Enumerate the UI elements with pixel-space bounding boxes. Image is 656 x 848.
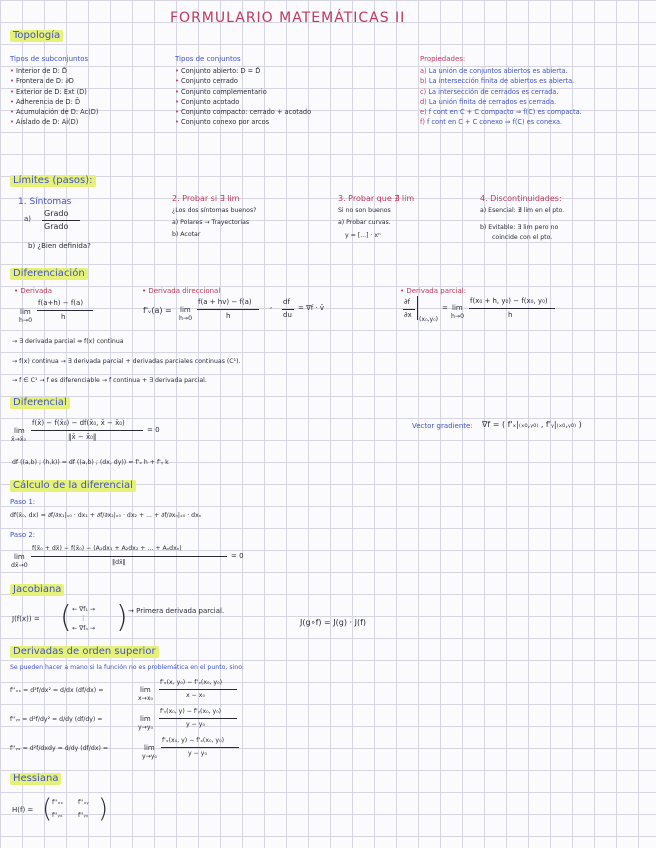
orden-row-2-lhs: f''ᵧᵧ = d²f/dy² = d/dy (df/dy) = xyxy=(10,716,103,723)
hessiana-m22: f''ᵧᵧ xyxy=(78,812,89,819)
list-item: • Aislado de D: Ai(D) xyxy=(10,118,79,127)
jacobiana-lhs: J(f(x)) = xyxy=(12,615,40,623)
limites-paso1-a: a) xyxy=(24,215,32,223)
diferenciacion-heading: Diferenciación xyxy=(10,268,88,280)
calculo-paso2: Paso 2: xyxy=(10,531,36,539)
orden-row-2-sub: y→y₀ xyxy=(138,724,153,731)
jacobiana-bracket-left: ( xyxy=(60,600,72,635)
limites-paso4-b1: b) Evitable: ∃ lim pero no xyxy=(480,224,559,231)
limites-paso2-a: a) Polares → Trayectorias xyxy=(172,219,250,226)
parcial-den: h xyxy=(508,311,513,319)
diferencial-num: f(x̄) − f(x̄₀) − df(x̄₀, x̄ − x̄₀) xyxy=(32,419,125,427)
diferencial-lim: lim xyxy=(14,427,25,435)
limites-paso2-sub: ¿Los dos síntomas buenos? xyxy=(172,207,257,214)
list-item: c) La intersección de cerrados es cerrada. xyxy=(420,87,559,96)
limites-paso3-sub: Si no son buenos xyxy=(338,207,391,214)
topologia-heading: Topología xyxy=(10,30,63,42)
parcial-eval: (x₀,y₀) xyxy=(419,316,439,323)
limites-paso4-b2: coincide con el pto. xyxy=(492,234,553,241)
diferenciacion-note-1: → ∃ derivada parcial ⇸ f(x) continua xyxy=(12,338,124,345)
parcial-eq: = xyxy=(442,304,448,312)
limites-paso3-a: a) Probar curvas. xyxy=(338,219,391,226)
hessiana-heading: Hessiana xyxy=(10,773,61,785)
parcial-lim-sub: h→0 xyxy=(451,313,465,320)
direccional-extra-num: df xyxy=(283,298,290,306)
diferencial-heading: Diferencial xyxy=(10,397,70,409)
limites-paso2-b: b) Acotar xyxy=(172,231,201,238)
jacobiana-dots: ⋮ xyxy=(80,615,87,622)
list-item: • Interior de D: D̊ xyxy=(10,67,67,75)
jacobiana-bracket-right: ) xyxy=(116,600,128,635)
diferenciacion-note-3: → f ∈ C¹ → f es diferenciable → f continua + ∃ derivada parcial. xyxy=(12,377,207,384)
list-item: a) La unión de conjuntos abiertos es abierta. xyxy=(420,67,568,75)
propiedades-list xyxy=(420,66,582,128)
list-item: f) f cont en C + C conexo ⇒ f(C) es conexa. xyxy=(420,118,563,127)
list-item: • Conjunto cerrado xyxy=(175,77,238,86)
list-item: d) La unión finita de cerrados es cerrada. xyxy=(420,97,557,106)
orden-row-3-sub: y→y₀ xyxy=(142,753,157,760)
limites-paso1-title: 1. Síntomas xyxy=(18,197,72,207)
derivada-lim-sub: h→0 xyxy=(19,317,33,324)
orden-row-1-sub: x→x₀ xyxy=(138,695,153,702)
hessiana-m12: f''ₓᵧ xyxy=(78,799,89,806)
derivada-label: • Derivada xyxy=(14,287,53,295)
diferencial-lim-sub: x̄→x̄₀ xyxy=(11,436,26,443)
jacobiana-note: → Primera derivada parcial. xyxy=(128,607,225,615)
direccional-lhs: f'ᵥ(a) = xyxy=(143,306,172,315)
orden-superior-intro: Se pueden hacer a mano si la función no es problemática en el punto, sino: xyxy=(10,664,245,671)
list-item: b) La intersección finita de abiertos es abierta. xyxy=(420,77,575,86)
list-item: • Conjunto compacto: cerrado + acotado xyxy=(175,108,312,117)
list-item: • Conjunto complementario xyxy=(175,87,267,96)
diferencial-line2: df ((a,b) ; (h,k)) = df ((a,b) ; (dx, dy)) = f'ₓ h + f'ᵧ k xyxy=(12,459,169,466)
orden-row-1-num: f'ₓ(x, y₀) − f'ₓ(x₀, y₀) xyxy=(160,679,222,686)
gradiente-formula: ∇f = ( f'ₓ|₍ₓ₀,ᵧ₀₎ , f'ᵧ|₍ₓ₀,ᵧ₀₎ ) xyxy=(482,420,582,429)
diferenciacion-note-2: → f(x) continua → ∃ derivada parcial + derivadas parciales continuas (C¹). xyxy=(12,358,241,365)
calculo-paso1: Paso 1: xyxy=(10,498,36,506)
calculo-lim: lim xyxy=(14,553,25,561)
calculo-den: ‖dx̄‖ xyxy=(112,559,126,566)
subconjuntos-list xyxy=(10,66,98,128)
list-item: • Exterior de D: Ext (D) xyxy=(10,87,87,96)
orden-row-2-lim: lim xyxy=(140,715,151,723)
direccional-comma: , xyxy=(270,302,273,310)
page-title: FORMULARIO MATEMÁTICAS II xyxy=(170,10,406,26)
derivada-num: f(a+h) − f(a) xyxy=(38,299,84,307)
list-item: • Acumulación de D: Ac(D) xyxy=(10,108,99,117)
limites-paso3-title: 3. Probar que ∄ lim xyxy=(338,194,415,203)
calculo-paso1-formula: df(x̄₀, dx) = ∂f/∂x₁|ₓ₀ · dx₁ + ∂f/∂x₂|ₓ₀ · dx₂ + ... + ∂f/∂xₙ|ₓ₀ · dxₙ xyxy=(10,512,202,519)
limites-paso4-title: 4. Discontinuidades: xyxy=(480,194,562,203)
limites-paso2-title: 2. Probar si ∃ lim xyxy=(172,194,240,203)
jacobiana-rule: J(g∘f) = J(g) · J(f) xyxy=(300,618,367,627)
list-item: e) f cont en C + C compacto ⇒ f(C) es compacta. xyxy=(420,108,582,117)
direccional-lim-sub: h→0 xyxy=(179,315,193,322)
parcial-label: • Derivada parcial: xyxy=(400,287,467,295)
derivada-lim: lim xyxy=(20,308,31,316)
hessiana-bracket-left: ( xyxy=(42,794,53,824)
jacobiana-row1: ← ∇f₁ → xyxy=(72,606,96,613)
orden-row-3-lhs: f''ᵧₓ = d²f/dxdy = d/dy (df/dx) = xyxy=(10,745,109,752)
hessiana-m11: f''ₓₓ xyxy=(52,799,64,806)
direccional-extra-den: du xyxy=(283,311,292,319)
list-item: • Conjunto conexo por arcos xyxy=(175,118,270,127)
hessiana-bracket-right: ) xyxy=(98,794,109,824)
tipos-conjuntos-heading: Tipos de conjuntos xyxy=(175,55,241,63)
orden-row-1-lhs: f''ₓₓ = d²f/dx² = d/dx (df/dx) = xyxy=(10,687,104,694)
orden-superior-heading: Derivadas de orden superior xyxy=(10,646,159,658)
list-item: • Adherencia de D: D̄ xyxy=(10,97,81,106)
limites-paso1-b: b) ¿Bien definida? xyxy=(28,242,91,250)
grado-numerator: Grado xyxy=(44,209,69,218)
orden-row-1-lim: lim xyxy=(140,686,151,694)
list-item: • Conjunto acotado xyxy=(175,97,240,106)
orden-row-3-lim: lim xyxy=(144,744,155,752)
direccional-extra-rhs: = ∇f · v̄ xyxy=(298,304,325,312)
orden-row-1-den: x − x₀ xyxy=(186,692,205,699)
calculo-lim-sub: dx̄→0 xyxy=(11,562,28,569)
parcial-num: f(x₀ + h, y₀) − f(x₀, y₀) xyxy=(470,297,548,305)
orden-row-2-den: y − y₀ xyxy=(186,721,205,728)
tipos-subconjuntos-heading: Tipos de subconjuntos xyxy=(10,55,89,63)
jacobiana-row2: ← ∇fₙ → xyxy=(72,625,96,632)
orden-row-3-den: y − y₀ xyxy=(188,750,207,757)
derivada-den: h xyxy=(61,313,66,321)
limites-paso4-a: a) Esencial: ∄ lim en el pto. xyxy=(480,207,565,214)
jacobiana-heading: Jacobiana xyxy=(10,584,64,596)
limites-heading: Límites (pasos): xyxy=(10,175,96,187)
hessiana-lhs: H(f) = xyxy=(12,806,34,814)
orden-row-2-num: f'ᵧ(x₀, y) − f'ᵧ(x₀, y₀) xyxy=(160,708,222,715)
list-item: • Conjunto abierto: D = D̊ xyxy=(175,67,261,75)
conjuntos-list xyxy=(175,66,311,128)
calculo-heading: Cálculo de la diferencial xyxy=(10,480,136,492)
orden-row-3-num: f'ₓ(x₀, y) − f'ₓ(x₀, y₀) xyxy=(162,737,224,744)
calculo-num: f(x̄₀ + dx̄) − f(x̄₀) − (A₁dx₁ + A₂dx₂ + ... + Aₙdxₙ) xyxy=(32,545,182,552)
propiedades-heading: Propiedades: xyxy=(420,55,466,63)
direccional-num: f(a + hv) − f(a) xyxy=(198,298,252,306)
hessiana-m21: f''ᵧₓ xyxy=(52,812,63,819)
list-item: • Frontera de D: ∂D xyxy=(10,77,74,86)
direccional-label: • Derivada direccional xyxy=(142,287,221,295)
diferencial-den: ‖x̄ − x̄₀‖ xyxy=(68,433,97,441)
parcial-lhs-num: ∂f xyxy=(404,298,411,306)
calculo-rhs: = 0 xyxy=(231,552,244,560)
parcial-lim: lim xyxy=(452,304,463,312)
parcial-lhs-den: ∂x xyxy=(404,311,412,319)
grado-denominator: Grado xyxy=(44,222,69,231)
gradiente-label: Vector gradiente: xyxy=(412,422,473,430)
limites-paso3-b: y = [...] · xⁿ xyxy=(345,232,381,239)
diferencial-rhs: = 0 xyxy=(147,426,160,434)
direccional-lim: lim xyxy=(180,306,191,314)
direccional-den: h xyxy=(226,312,231,320)
